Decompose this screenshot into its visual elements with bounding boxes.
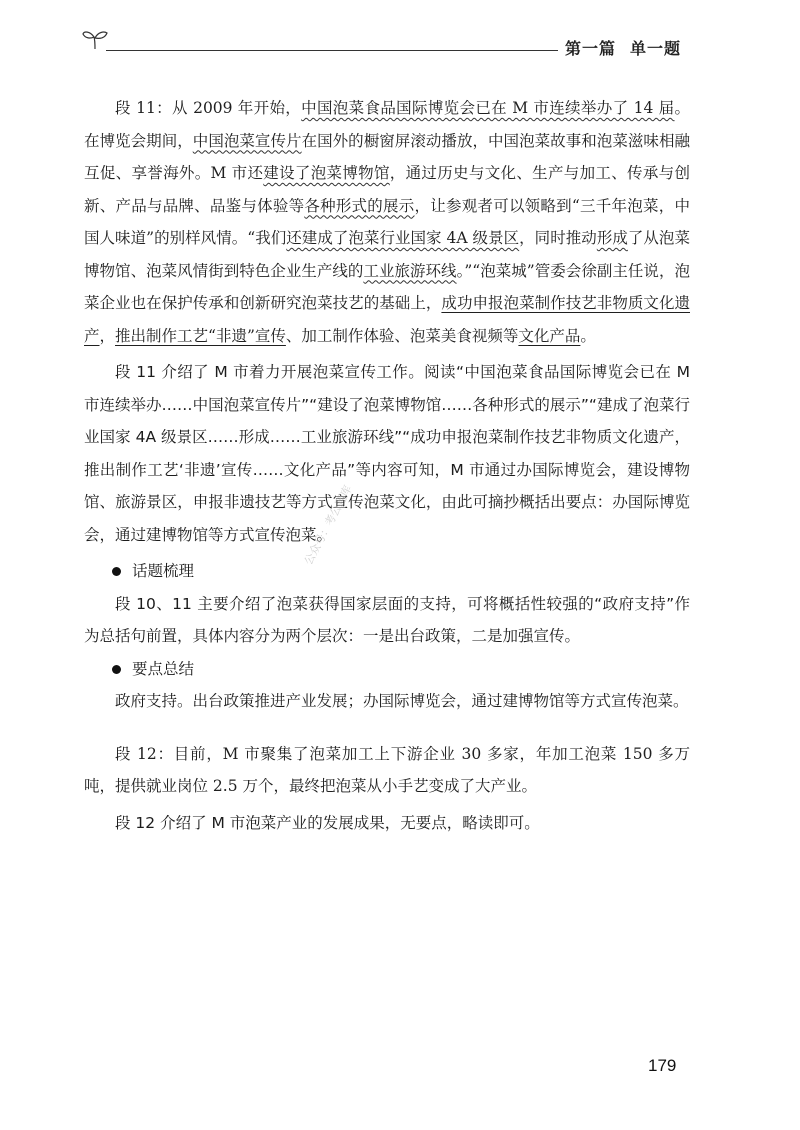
page-content xyxy=(84,92,690,839)
page-header xyxy=(0,0,800,70)
p11-underline: 推出制作工艺“非遗”宣传 xyxy=(115,326,286,345)
paragraph-12: 段 12：目前，M 市聚集了泡菜加工上下游企业 30 多家，年加工泡菜 150 多万吨，提供就业岗位 2.5 万个，最终把泡菜从小手艺变成了大产业。 xyxy=(84,744,690,795)
bullet-dot-icon xyxy=(112,665,121,674)
p11-underline: 工业旅游环线 xyxy=(363,261,457,280)
paragraph-11-analysis: 段 11 介绍了 M 市着力开展泡菜宣传工作。阅读“中国泡菜食品国际博览会已在 M 市连续举办……中国泡菜宣传片”“建设了泡菜博物馆……各种形式的展示”“建成了泡菜行业国家 4A 级景区……形成……工业旅游环线”“成功申报泡菜制作技艺非物质文化遗产，推出制作工艺‘非遗’宣传……文化产品”等内容可知，M 市通过办国际博览会，建设博物馆、旅游景区，申报非遗技艺等方式宣传泡菜文化，由此可摘抄概括出要点：办国际博览会，通过建博物馆等方式宣传泡菜。 xyxy=(84,363,690,544)
p11-text: 在国外的橱窗屏滚动播放，中国泡菜故事和泡菜滋味相融互促、享誉海外。M 市还 xyxy=(84,131,690,182)
p11-text: 。 xyxy=(580,326,596,345)
p11-underline: 文化产品 xyxy=(518,326,581,345)
p11-text: ，同时推动 xyxy=(519,229,597,247)
p11-underline: 建设了泡菜博物馆 xyxy=(263,164,390,182)
header-rule xyxy=(106,50,558,51)
p11-underline: 各种形式的展示 xyxy=(304,196,415,215)
p11-text: ，通过历史与文化、生产与加工、传承与创新、产品与品牌、品鉴与体验等 xyxy=(84,164,690,215)
topic-heading-label: 话题梳理 xyxy=(132,562,195,580)
summary-heading xyxy=(84,653,690,686)
p11-underline: 还建成了泡菜行业国家 4A 级景区 xyxy=(286,229,520,247)
bullet-dot-icon xyxy=(112,567,121,576)
p11-text: 段 11：从 2009 年开始， xyxy=(115,99,302,117)
header-topic: 单一题 xyxy=(630,39,682,58)
summary-heading-label: 要点总结 xyxy=(132,659,195,678)
p11-text: 了从泡菜博物馆、泡菜风情街到特色企业生产线的 xyxy=(84,229,690,280)
p11-underline: 中国泡菜宣传片 xyxy=(192,131,302,150)
header-title xyxy=(565,36,681,59)
topic-heading xyxy=(84,555,690,588)
p11-underline: 形成 xyxy=(596,229,628,247)
p11-text: ，让参观者可以领略到“三千年泡菜，中国人味道”的别样风情。“我们 xyxy=(84,196,690,247)
p11-text: 。”“泡菜城”管委会徐副主任说，泡菜企业也在保护传承和创新研究泡菜技艺的基础上， xyxy=(84,261,690,312)
header-section: 第一篇 xyxy=(565,39,617,58)
p11-text: ， xyxy=(99,326,116,345)
p11-text: 。在博览会期间， xyxy=(84,99,690,150)
p11-underline: 成功申报泡菜制作技艺非物质文化遗产 xyxy=(84,294,690,345)
topic-text: 段 10、11 主要介绍了泡菜获得国家层面的支持，可将概括性较强的“政府支持”作为总括句前置，具体内容分为两个层次：一是出台政策，二是加强宣传。 xyxy=(84,594,690,645)
summary-text: 政府支持。出台政策推进产业发展；办国际博览会，通过建博物馆等方式宣传泡菜。 xyxy=(115,692,689,710)
page-number: 179 xyxy=(648,1056,677,1075)
p11-text: 、加工制作体验、泡菜美食视频等 xyxy=(285,326,519,345)
watermark: 公众号：考公题库 xyxy=(301,483,355,568)
sprout-icon xyxy=(82,28,108,50)
paragraph-12-analysis: 段 12 介绍了 M 市泡菜产业的发展成果，无要点，略读即可。 xyxy=(115,813,540,832)
paragraph-11 xyxy=(84,92,690,352)
p11-underline: 中国泡菜食品国际博览会已在 M 市连续举办了 14 届 xyxy=(301,99,675,117)
